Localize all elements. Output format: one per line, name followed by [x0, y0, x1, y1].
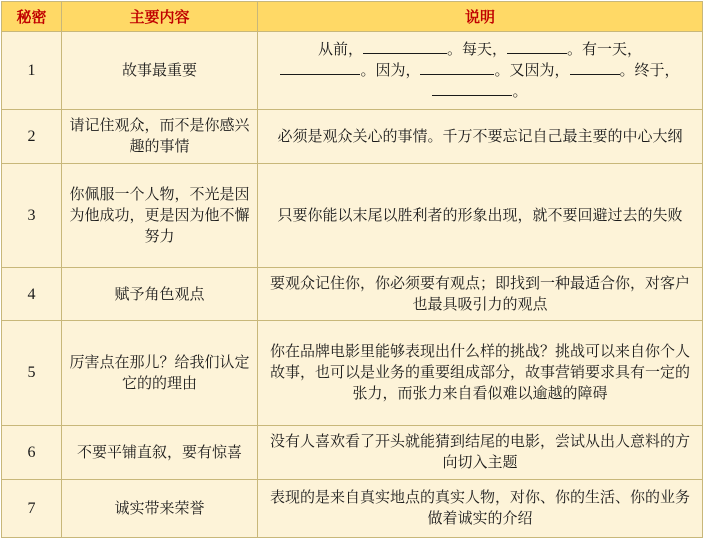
row-content: 请记住观众，而不是你感兴趣的事情	[62, 110, 258, 163]
header-secret: 秘密	[2, 2, 62, 32]
row-content: 厉害点在那儿？给我们认定它的的理由	[62, 321, 258, 425]
blank-line	[420, 60, 494, 75]
row-content: 诚实带来荣誉	[62, 479, 258, 537]
blank-line	[363, 39, 447, 54]
row-description: 要观众记住你，你必须要有观点；即找到一种最适合你，对客户也最具吸引力的观点	[258, 267, 703, 320]
row-description: 你在品牌电影里能够表现出什么样的挑战？挑战可以来自你个人故事，也可以是业务的重要组成部分，故事营销要求具有一定的张力，而张力来自看似难以逾越的障碍	[258, 321, 703, 425]
row-number: 5	[2, 321, 62, 425]
row-description	[258, 32, 703, 110]
desc-part: 。终于，	[619, 61, 680, 80]
table-row	[2, 425, 703, 479]
desc-part: 。	[512, 82, 528, 101]
table-row	[2, 321, 703, 425]
table-row	[2, 110, 703, 163]
row-description: 表现的是来自真实地点的真实人物，对你、你的生活、你的业务做着诚实的介绍	[258, 479, 703, 537]
blank-line	[280, 60, 360, 75]
desc-part: 。因为，	[360, 61, 421, 80]
row-description: 必须是观众关心的事情。千万不要忘记自己最主要的中心大纲	[258, 110, 703, 163]
row-number: 7	[2, 479, 62, 537]
secrets-table	[1, 1, 703, 538]
row-content: 故事最重要	[62, 32, 258, 110]
blank-line	[432, 81, 512, 96]
row-number: 1	[2, 32, 62, 110]
desc-part: 从前，	[317, 40, 363, 59]
header-main-content: 主要内容	[62, 2, 258, 32]
table-row	[2, 32, 703, 110]
desc-part: 。每天，	[446, 40, 507, 59]
header-row	[2, 2, 703, 32]
desc-part: 。又因为，	[494, 61, 570, 80]
row-content: 不要平铺直叙，要有惊喜	[62, 425, 258, 479]
row-description: 只要你能以末尾以胜利者的形象出现，就不要回避过去的失败	[258, 163, 703, 267]
blank-line	[570, 60, 620, 75]
desc-part: 。有一天，	[567, 40, 643, 59]
row-content: 赋予角色观点	[62, 267, 258, 320]
row-number: 6	[2, 425, 62, 479]
table-row	[2, 479, 703, 537]
row-number: 4	[2, 267, 62, 320]
row-number: 2	[2, 110, 62, 163]
header-description: 说明	[258, 2, 703, 32]
table-row	[2, 267, 703, 320]
row-number: 3	[2, 163, 62, 267]
blank-line	[507, 39, 567, 54]
table-row	[2, 163, 703, 267]
row-description: 没有人喜欢看了开头就能猜到结尾的电影，尝试从出人意料的方向切入主题	[258, 425, 703, 479]
row-content: 你佩服一个人物，不光是因为他成功，更是因为他不懈努力	[62, 163, 258, 267]
